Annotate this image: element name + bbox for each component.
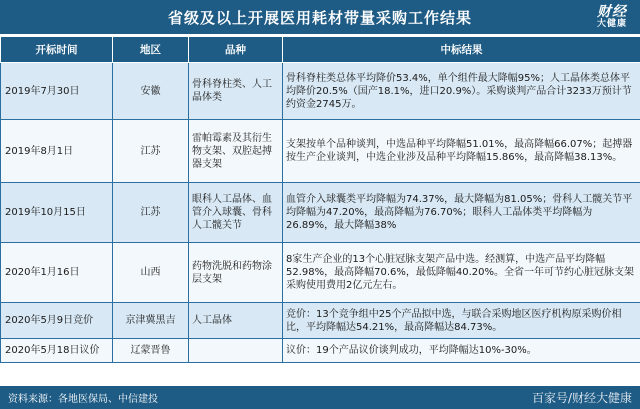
procurement-table bbox=[0, 36, 640, 363]
cell-region: 辽蒙晋鲁 bbox=[113, 339, 189, 363]
cell-variety: 人工晶体 bbox=[189, 303, 283, 339]
cell-region: 京津冀黑吉 bbox=[113, 303, 189, 339]
header-date: 开标时间 bbox=[1, 37, 113, 63]
cell-result: 竞价：13个竞争组中25个产品拟中选，与联合采购地区医疗机构原采购价相比，平均降幅达54.21%，最高降幅达84.73%。 bbox=[283, 303, 640, 339]
logo-line2: 大健康 bbox=[596, 19, 627, 29]
table-row bbox=[1, 120, 640, 183]
cell-variety: 骨科脊柱类、人工晶体类 bbox=[189, 63, 283, 120]
cell-result: 骨科脊柱类总体平均降价53.4%，单个组件最大降幅95%；人工晶体类总体平均降价20.5%（国产18.1%，进口20.9%）。采购谈判产品合计3233万预计节约资金2745万。 bbox=[283, 63, 640, 120]
logo-line1: 财经 bbox=[597, 4, 627, 20]
footer-bar bbox=[0, 386, 640, 409]
table-row bbox=[1, 339, 640, 363]
cell-region: 安徽 bbox=[113, 63, 189, 120]
cell-region: 江苏 bbox=[113, 183, 189, 243]
cell-date: 2020年1月16日 bbox=[1, 243, 113, 303]
cell-date: 2019年8月1日 bbox=[1, 120, 113, 183]
table-header-row bbox=[1, 37, 640, 63]
cell-variety bbox=[189, 339, 283, 363]
source-note: 资料来源：各地医保局、中信建投 bbox=[8, 394, 158, 405]
table-row bbox=[1, 243, 640, 303]
header-result: 中标结果 bbox=[283, 37, 640, 63]
cell-region: 山西 bbox=[113, 243, 189, 303]
cell-result: 支架按单个品种谈判，中选品种平均降幅51.01%，最高降幅66.07%；起搏器按生产企业谈判，中选企业涉及品种平均降幅15.86%，最高降幅38.13%。 bbox=[283, 120, 640, 183]
header-variety: 品种 bbox=[189, 37, 283, 63]
cell-region: 江苏 bbox=[113, 120, 189, 183]
cell-date: 2020年5月18日议价 bbox=[1, 339, 113, 363]
cell-date: 2019年10月15日 bbox=[1, 183, 113, 243]
table-row bbox=[1, 63, 640, 120]
page-title: 省级及以上开展医用耗材带量采购工作结果 bbox=[167, 8, 472, 27]
cell-variety: 药物洗脱和药物涂层支架 bbox=[189, 243, 283, 303]
header-region: 地区 bbox=[113, 37, 189, 63]
cell-result: 8家生产企业的13个心脏冠脉支架产品中选。经测算，中选产品平均降幅52.98%，最高降幅70.6%，最低降幅40.20%。全省一年可节约心脏冠脉支架采购使用费用2亿元左右。 bbox=[283, 243, 640, 303]
cell-result: 血管介入球囊类平均降幅为74.37%，最大降幅为81.05%；骨科人工髋关节平均降幅为47.20%，最高降幅为76.70%；眼科人工晶体类平均降幅为26.89%，最大降幅38% bbox=[283, 183, 640, 243]
cell-variety: 眼科人工晶体、血管介入球囊、骨科人工髋关节 bbox=[189, 183, 283, 243]
cell-date: 2019年7月30日 bbox=[1, 63, 113, 120]
cell-variety: 雷帕霉素及其衍生物支架、双腔起搏器支架 bbox=[189, 120, 283, 183]
watermark: 百家号/财经大健康 bbox=[531, 391, 632, 405]
brand-logo bbox=[592, 0, 632, 34]
title-banner bbox=[0, 0, 640, 34]
cell-result: 议价：19个产品议价谈判成功，平均降幅达10%-30%。 bbox=[283, 339, 640, 363]
cell-date: 2020年5月9日竞价 bbox=[1, 303, 113, 339]
table-row bbox=[1, 183, 640, 243]
table-row bbox=[1, 303, 640, 339]
